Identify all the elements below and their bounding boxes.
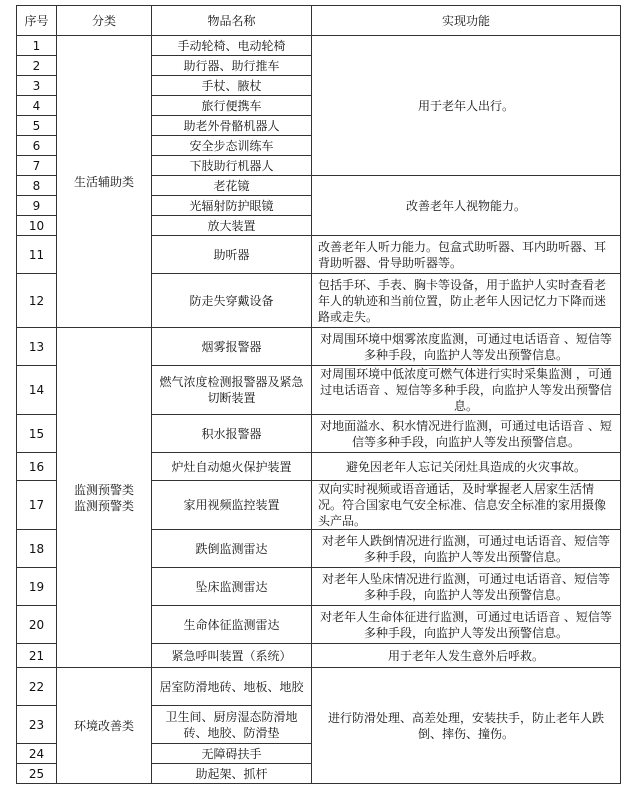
row-number: 17: [17, 481, 57, 530]
category-environment: 环境改善类: [57, 668, 152, 784]
table-row: [17, 36, 621, 56]
row-number: 24: [17, 744, 57, 764]
item-name: 放大装置: [152, 216, 312, 236]
table-row: [17, 328, 621, 366]
row-number: 7: [17, 156, 57, 176]
item-name: 烟雾报警器: [152, 328, 312, 366]
item-name: 安全步态训练车: [152, 136, 312, 156]
row-number: 2: [17, 56, 57, 76]
header-row: [17, 6, 621, 36]
function-hearing: 改善老年人听力能力。包盒式助听器、耳内助听器、耳背助听器、骨导助听器等。: [312, 236, 621, 274]
table-row: [17, 668, 621, 706]
function-gas: 对周围环境中低浓度可燃气体进行实时采集监测 ，可通过电话语音 、短信等多种手段，向监护人等发出预警信息。: [312, 366, 621, 415]
item-name: 光辐射防护眼镜: [152, 196, 312, 216]
item-name: 积水报警器: [152, 415, 312, 453]
item-name: 手动轮椅、电动轮椅: [152, 36, 312, 56]
row-number: 13: [17, 328, 57, 366]
item-name: 家用视频监控装置: [152, 481, 312, 530]
function-anti-slip: 进行防滑处理、高差处理，安装扶手，防止老年人跌倒、摔伤、撞伤。: [312, 668, 621, 784]
item-name: 手杖、腋杖: [152, 76, 312, 96]
item-name: 跌倒监测雷达: [152, 530, 312, 568]
items-table: [16, 5, 621, 784]
item-name: 老花镜: [152, 176, 312, 196]
function-fall: 对老年人跌倒情况进行监测，可通过电话语音、短信等多种手段，向监护人等发出预警信息。: [312, 530, 621, 568]
header-name: 物品名称: [152, 6, 312, 36]
item-name: 无障碍扶手: [152, 744, 312, 764]
function-smoke: 对周围环境中烟雾浓度监测，可通过电话语音 、短信等多种手段，向监护人等发出预警信息。: [312, 328, 621, 366]
row-number: 4: [17, 96, 57, 116]
category-monitor: [57, 328, 152, 668]
item-name: 助行器、助行推车: [152, 56, 312, 76]
row-number: 21: [17, 644, 57, 668]
row-number: 11: [17, 236, 57, 274]
row-number: 16: [17, 453, 57, 481]
function-video: 双向实时视频或语音通话，及时掌握老人居家生活情况。符合国家电气安全标准、信息安全标准的家用摄像头产品。: [312, 481, 621, 530]
row-number: 22: [17, 668, 57, 706]
function-anti-lost: 包括手环、手表、胸卡等设备，用于监护人实时查看老年人的轨迹和当前位置，防止老年人因记忆力下降而迷路或走失。: [312, 274, 621, 328]
row-number: 8: [17, 176, 57, 196]
row-number: 19: [17, 568, 57, 606]
function-vision: 改善老年人视物能力。: [312, 176, 621, 236]
item-name: 燃气浓度检测报警器及紧急切断装置: [152, 366, 312, 415]
row-number: 18: [17, 530, 57, 568]
header-category: 分类: [57, 6, 152, 36]
row-number: 1: [17, 36, 57, 56]
row-number: 12: [17, 274, 57, 328]
category-monitor-line1: 监测预警类: [73, 482, 134, 497]
row-number: 20: [17, 606, 57, 644]
header-seq: 序号: [17, 6, 57, 36]
item-name: 助起架、抓杆: [152, 764, 312, 784]
row-number: 5: [17, 116, 57, 136]
item-name: 居室防滑地砖、地板、地胶: [152, 668, 312, 706]
item-name: 下肢助行机器人: [152, 156, 312, 176]
row-number: 23: [17, 706, 57, 744]
function-bed-fall: 对老年人坠床情况进行监测，可通过电话语音、短信等多种手段，向监护人等发出预警信息。: [312, 568, 621, 606]
function-vital: 对老年人生命体征进行监测，可通过电话语音 、短信等多种手段，向监护人等发出预警信息。: [312, 606, 621, 644]
row-number: 9: [17, 196, 57, 216]
function-stove: 避免因老年人忘记关闭灶具造成的火灾事故。: [312, 453, 621, 481]
item-name: 防走失穿戴设备: [152, 274, 312, 328]
function-emergency: 用于老年人发生意外后呼救。: [312, 644, 621, 668]
header-function: 实现功能: [312, 6, 621, 36]
row-number: 14: [17, 366, 57, 415]
item-name: 生命体征监测雷达: [152, 606, 312, 644]
function-travel: 用于老年人出行。: [312, 36, 621, 176]
item-name: 炉灶自动熄火保护装置: [152, 453, 312, 481]
row-number: 6: [17, 136, 57, 156]
function-water: 对地面溢水、积水情况进行监测，可通过电话语音 、短信等多种手段，向监护人等发出预警信息。: [312, 415, 621, 453]
row-number: 25: [17, 764, 57, 784]
item-name: 旅行便携车: [152, 96, 312, 116]
item-name: 卫生间、厨房湿态防滑地砖、地胶、防滑垫: [152, 706, 312, 744]
row-number: 3: [17, 76, 57, 96]
item-name: 坠床监测雷达: [152, 568, 312, 606]
category-living: 生活辅助类: [57, 36, 152, 328]
item-name: 助老外骨骼机器人: [152, 116, 312, 136]
item-name: 助听器: [152, 236, 312, 274]
item-name: 紧急呼叫装置（系统）: [152, 644, 312, 668]
category-monitor-line2: 监测预警类: [73, 498, 134, 513]
row-number: 15: [17, 415, 57, 453]
row-number: 10: [17, 216, 57, 236]
